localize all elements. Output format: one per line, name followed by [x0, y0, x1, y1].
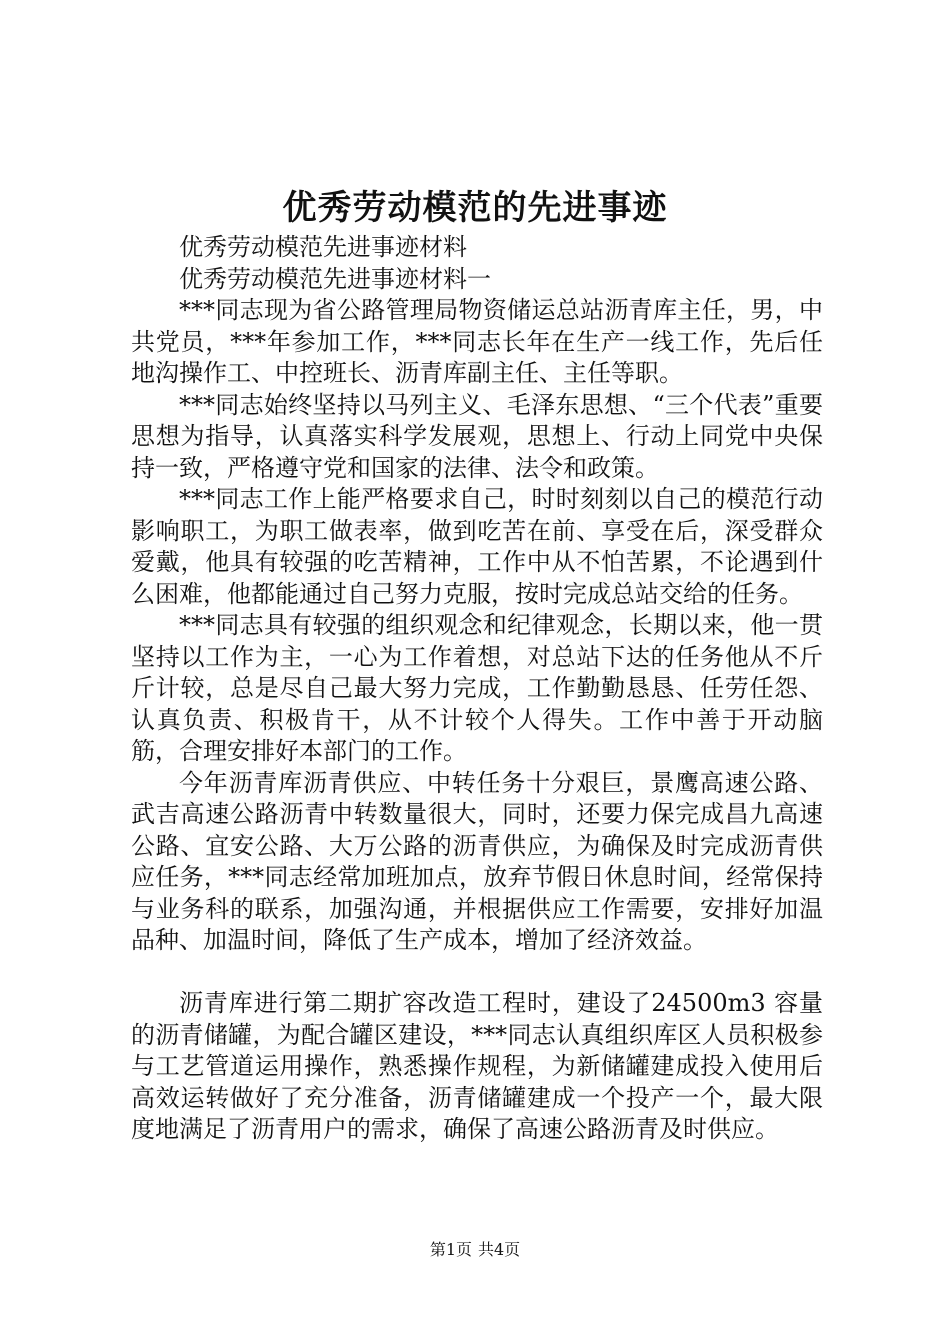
paragraph: ***同志具有较强的组织观念和纪律观念，长期以来，他一贯坚持以工作为主，一心为工作着想，对总站下达的任务他从不斤斤计较，总是尽自己最大努力完成，工作勤勤恳恳、任劳任怨、认真负责、积极肯干，从不计较个人得失。工作中善于开动脑筋，合理安排好本部门的工作。: [131, 611, 823, 765]
paragraph: ***同志工作上能严格要求自己，时时刻刻以自己的模范行动影响职工，为职工做表率，做到吃苦在前、享受在后，深受群众爱戴，他具有较强的吃苦精神，工作中从不怕苦累，不论遇到什么困难，他都能通过自己努力克服，按时完成总站交给的任务。: [131, 485, 823, 608]
page-footer: [0, 1238, 950, 1262]
paragraph: ***同志始终坚持以马列主义、毛泽东思想、“三个代表”重要思想为指导，认真落实科学发展观，思想上、行动上同党中央保持一致，严格遵守党和国家的法律、法令和政策。: [131, 390, 823, 482]
paragraph: ***同志现为省公路管理局物资储运总站沥青库主任，男，中共党员，***年参加工作，***同志长年在生产一线工作，先后任地沟操作工、中控班长、沥青库副主任、主任等职。: [131, 296, 823, 387]
paragraph: 沥青库进行第二期扩容改造工程时，建设了24500m3 容量的沥青储罐，为配合罐区建设，***同志认真组织库区人员积极参与工艺管道运用操作，熟悉操作规程，为新储罐建成投入使用后高效运转做好了充分准备，沥青储罐建成一个投产一个，最大限度地满足了沥青用户的需求，确保了高速公路沥青及时供应。: [131, 989, 823, 1143]
paragraph: 今年沥青库沥青供应、中转任务十分艰巨，景鹰高速公路、武吉高速公路沥青中转数量很大，同时，还要力保完成昌九高速公路、宜安公路、大万公路的沥青供应，为确保及时完成沥青供应任务，***同志经常加班加点，放弃节假日休息时间，经常保持与业务科的联系，加强沟通，并根据供应工作需要，安排好加温品种、加温时间，降低了生产成本，增加了经济效益。: [131, 768, 823, 954]
paragraph-spacer: [131, 957, 823, 989]
page-title: 优秀劳动模范的先进事迹: [282, 188, 668, 228]
paragraph-subheading: 优秀劳动模范先进事迹材料一: [179, 264, 491, 293]
page-number: 第1页: [429, 1240, 472, 1259]
paragraph-heading: 优秀劳动模范先进事迹材料: [179, 233, 467, 261]
page-total: 共4页: [478, 1240, 521, 1259]
document-body: [131, 232, 823, 1146]
